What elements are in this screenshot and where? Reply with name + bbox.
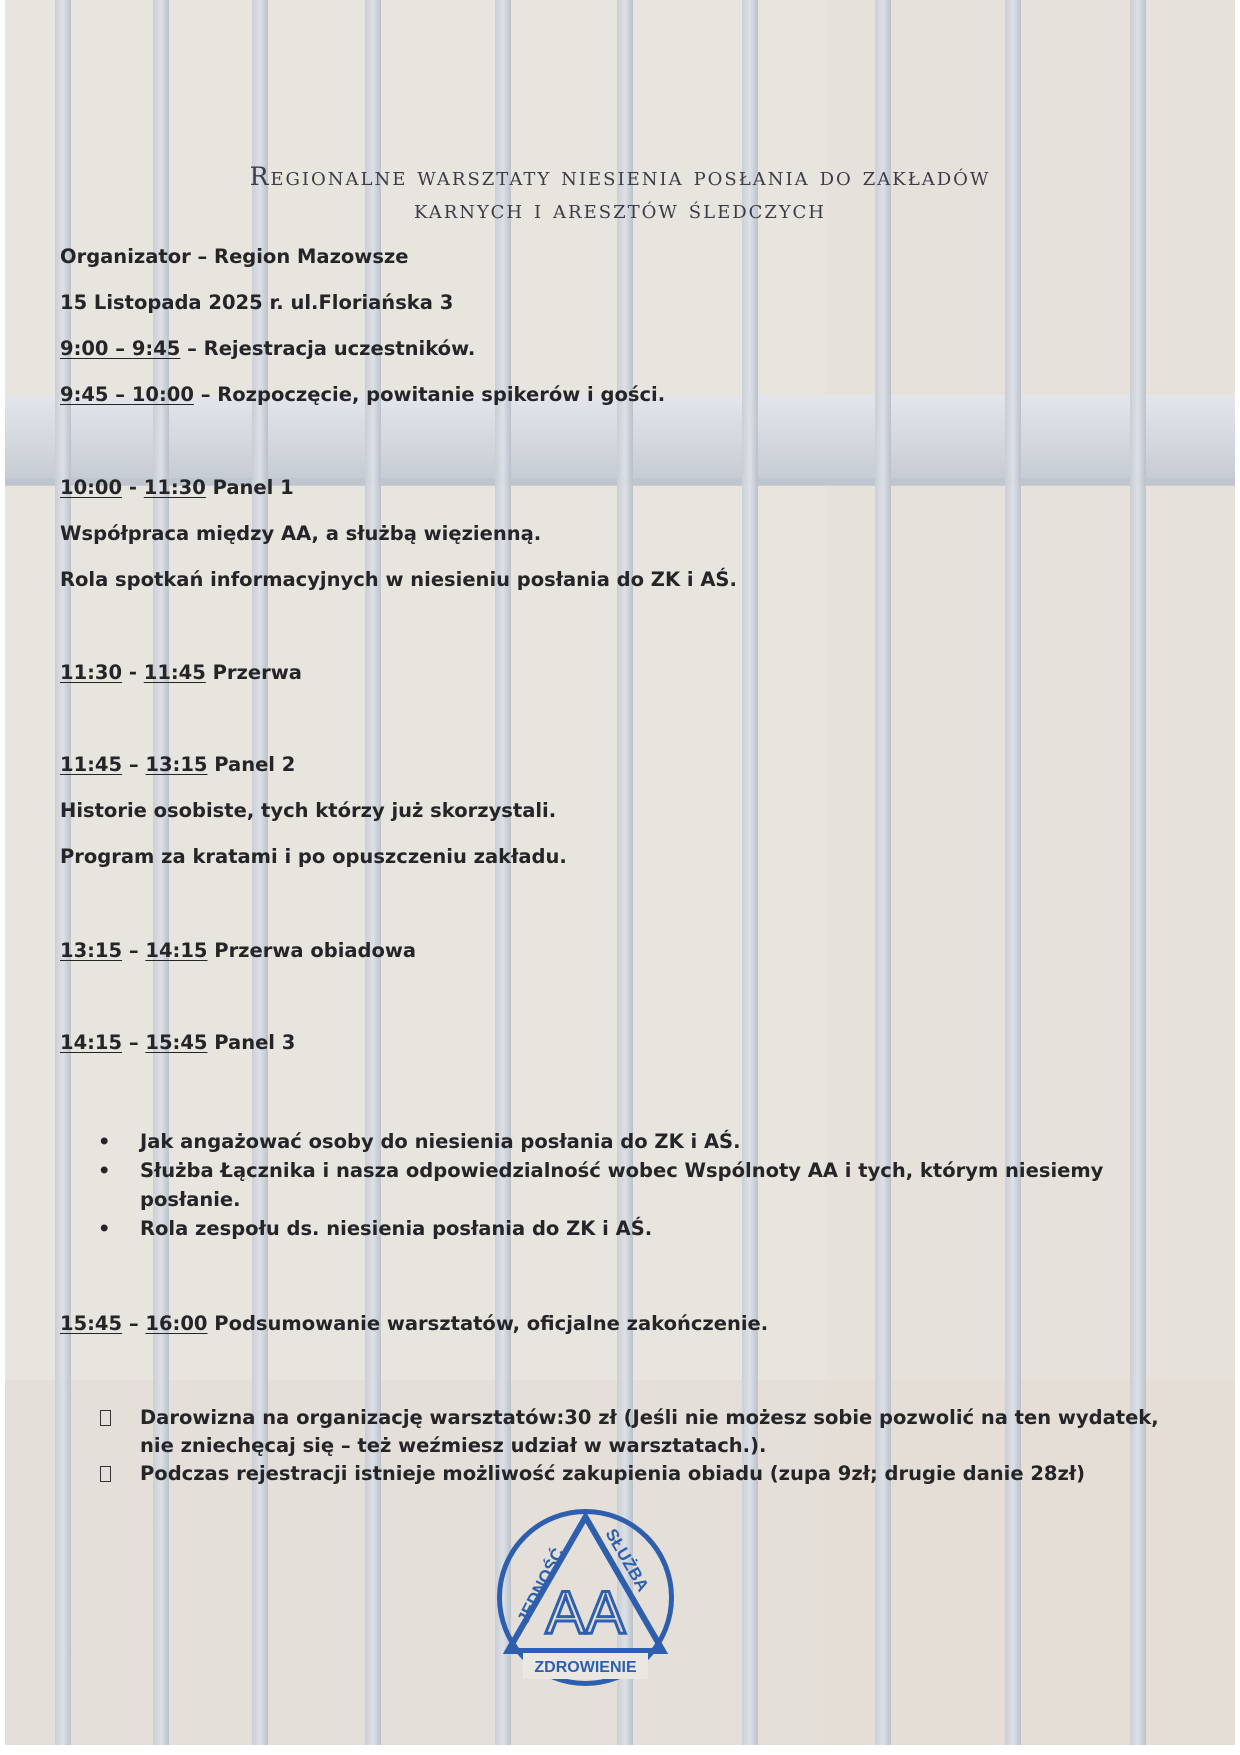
logo-left-text: JEDNOŚĆ (513, 1544, 568, 1627)
schedule-text: – Rejestracja uczestników. (180, 337, 476, 360)
schedule-text: Przerwa obiadowa (207, 939, 417, 962)
time-end: 11:30 (143, 476, 206, 499)
schedule-closing (60, 1311, 768, 1337)
schedule-text: Przerwa (205, 661, 302, 684)
schedule-text: – Rozpoczęcie, powitanie spikerów i gości. (193, 383, 666, 406)
workshop-poster (5, 0, 1235, 1745)
schedule-text: Podsumowanie warsztatów, oficjalne zakończenie. (207, 1312, 769, 1335)
organizer: Organizator – Region Mazowsze (60, 245, 409, 268)
time-sep: – (122, 753, 146, 776)
notes-list (100, 1404, 1190, 1488)
panel-1-topic-2: Rola spotkań informacyjnych w niesieniu posłania do ZK i AŚ. (60, 568, 737, 591)
checkbox-icon (100, 1466, 111, 1482)
panel-2-topic-2: Program za kratami i po opuszczeniu zakładu. (60, 845, 567, 868)
list-item-text: Rola zespołu ds. niesienia posłania do ZK i AŚ. (140, 1217, 653, 1240)
time-start: 14:15 (60, 1031, 123, 1054)
time-sep: – (108, 337, 132, 360)
list-item-text: Służba Łącznika i nasza odpowiedzialność wobec Wspólnoty AA i tych, którym niesiemy posłanie. (140, 1159, 1104, 1211)
note-lunch (100, 1460, 1190, 1488)
time-sep: - (122, 661, 144, 684)
bullet-icon: • (98, 1159, 111, 1182)
note-text: Darowizna na organizację warsztatów:30 zł (Jeśli nie możesz sobie pozwolić na ten wydatek, nie zniechęcaj się – też weźmiesz udział w warsztatach.). (140, 1406, 1159, 1457)
time-end: 11:45 (143, 661, 206, 684)
note-donation (100, 1404, 1190, 1460)
title-line-1: Regionalne warsztaty niesienia posłania do zakładów (249, 162, 991, 191)
schedule-panel-3 (60, 1030, 295, 1056)
poster-title (75, 160, 1165, 226)
time-sep: - (122, 476, 144, 499)
list-item (95, 1214, 1155, 1243)
time-sep: – (122, 939, 146, 962)
time-end: 15:45 (145, 1031, 208, 1054)
time-end: 10:00 (131, 383, 194, 406)
note-text: Podczas rejestracji istnieje możliwość zakupienia obiadu (zupa 9zł; drugie danie 28zł) (140, 1462, 1085, 1485)
time-end: 13:15 (145, 753, 208, 776)
time-end: 9:45 (131, 337, 181, 360)
list-item (95, 1156, 1155, 1214)
time-start: 15:45 (60, 1312, 123, 1335)
logo-bottom-text: ZDROWIENIE (534, 1659, 637, 1676)
date-place: 15 Listopada 2025 r. ul.Floriańska 3 (60, 291, 454, 314)
logo-center-text: AA (545, 1579, 626, 1646)
time-start: 9:45 (60, 383, 109, 406)
time-start: 11:45 (60, 753, 123, 776)
time-end: 16:00 (145, 1312, 208, 1335)
time-sep: – (122, 1031, 146, 1054)
checkbox-icon (100, 1410, 111, 1426)
time-end: 14:15 (145, 939, 208, 962)
logo-right-text: SŁUŻBA (601, 1525, 653, 1595)
time-start: 13:15 (60, 939, 123, 962)
list-item-text: Jak angażować osoby do niesienia posłania do ZK i AŚ. (140, 1130, 741, 1153)
schedule-registration (60, 336, 475, 362)
schedule-panel-1 (60, 475, 294, 501)
schedule-text: Panel 2 (207, 753, 296, 776)
panel-3-topics (95, 1127, 1155, 1243)
bullet-icon: • (98, 1130, 111, 1153)
panel-1-topic-1: Współpraca między AA, a służbą więzienną. (60, 522, 542, 545)
schedule-lunch (60, 938, 416, 964)
time-sep: – (108, 383, 132, 406)
schedule-opening (60, 382, 665, 408)
time-sep: – (122, 1312, 146, 1335)
aa-logo-icon (493, 1505, 678, 1690)
schedule-text: Panel 1 (205, 476, 294, 499)
panel-2-topic-1: Historie osobiste, tych którzy już skorzystali. (60, 799, 557, 822)
time-start: 10:00 (60, 476, 123, 499)
list-item (95, 1127, 1155, 1156)
title-line-2: karnych i aresztów śledczych (414, 195, 826, 224)
time-start: 9:00 (60, 337, 109, 360)
schedule-break-1 (60, 660, 302, 686)
schedule-panel-2 (60, 752, 295, 778)
time-start: 11:30 (60, 661, 123, 684)
bullet-icon: • (98, 1217, 111, 1240)
schedule-text: Panel 3 (207, 1031, 296, 1054)
